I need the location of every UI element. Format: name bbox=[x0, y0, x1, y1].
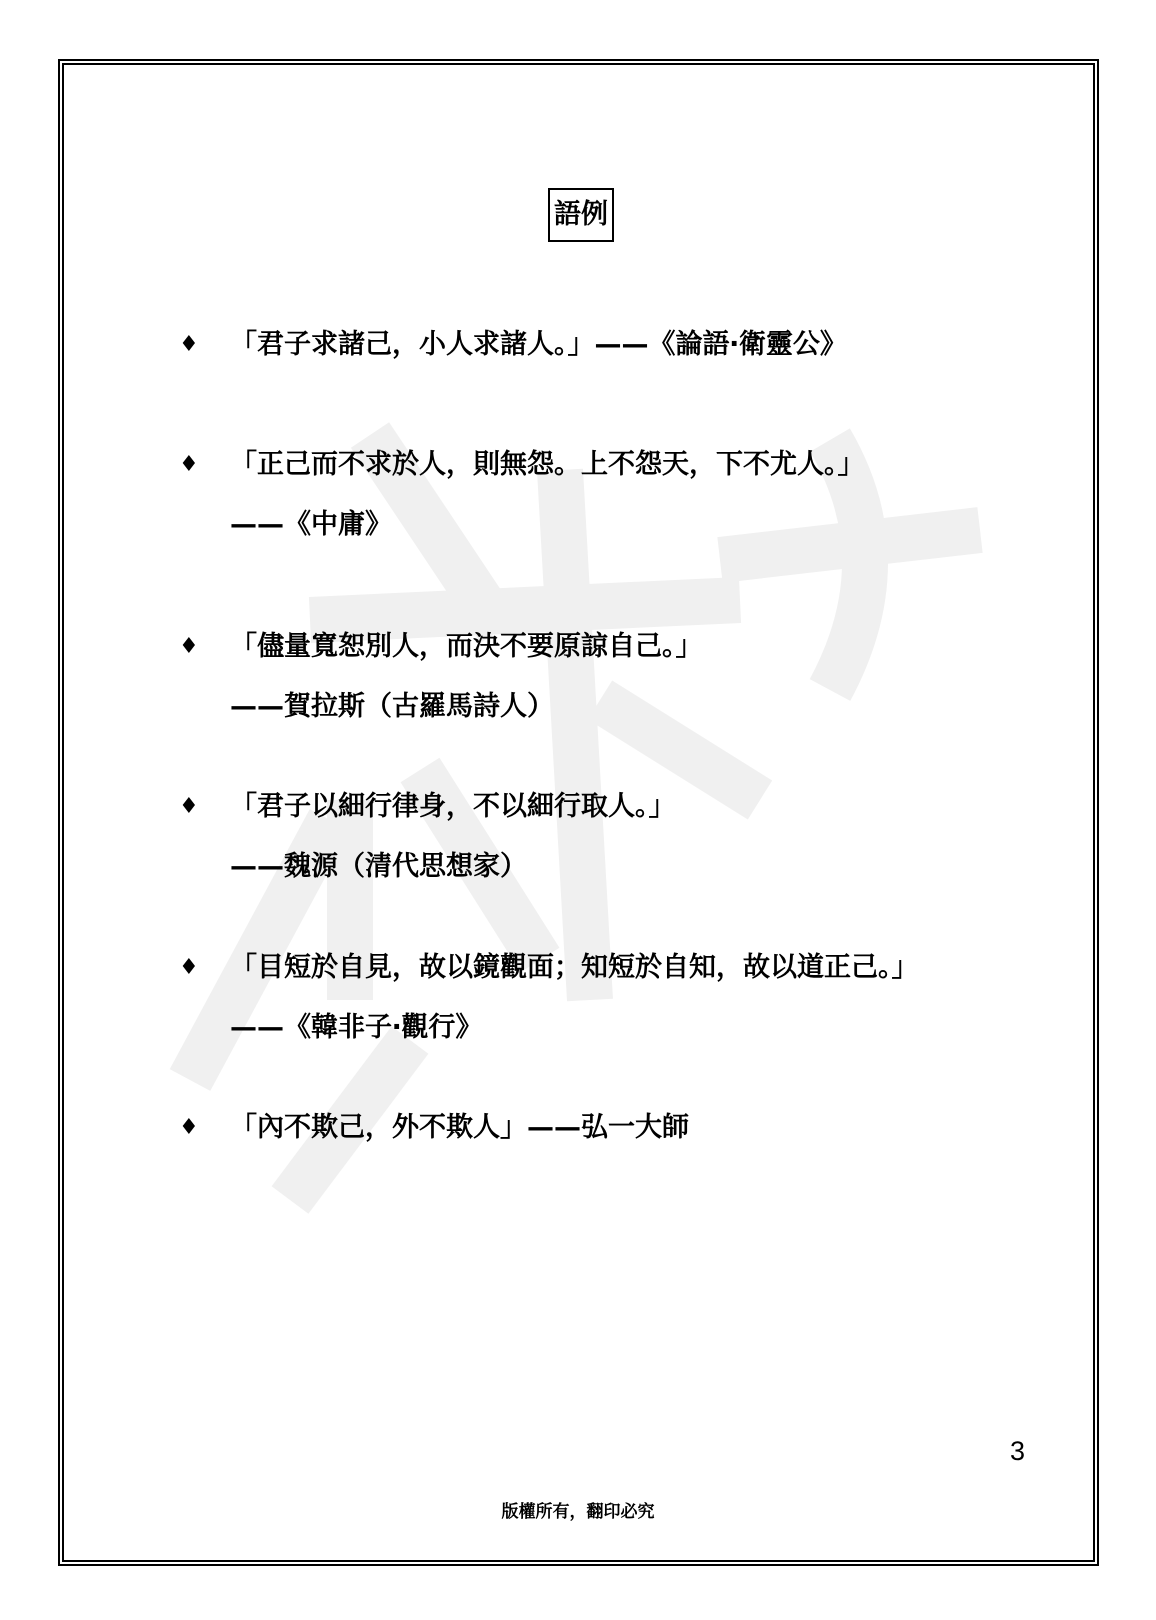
quote-line: 「目短於自見，故以鏡觀面；知短於自知，故以道正己。」 bbox=[230, 952, 919, 983]
quote-source: ——《中庸》 bbox=[230, 509, 392, 540]
diamond-bullet-icon: ♦ bbox=[179, 794, 199, 819]
diamond-bullet-icon: ♦ bbox=[179, 1115, 199, 1140]
diamond-bullet-icon: ♦ bbox=[179, 634, 199, 659]
diamond-bullet-icon: ♦ bbox=[179, 955, 199, 980]
section-title: 語例 bbox=[548, 188, 614, 242]
diamond-bullet-icon: ♦ bbox=[179, 452, 199, 477]
quote-source: ——賀拉斯（古羅馬詩人） bbox=[230, 691, 554, 722]
quote-line: 「內不欺己，外不欺人」——弘一大師 bbox=[230, 1112, 689, 1143]
diamond-bullet-icon: ♦ bbox=[179, 332, 199, 357]
page-number: 3 bbox=[1010, 1436, 1026, 1466]
quote-line: 「正己而不求於人，則無怨。上不怨天，下不尤人。」 bbox=[230, 449, 865, 480]
quote-line: 「儘量寬恕別人，而決不要原諒自己。」 bbox=[230, 631, 703, 662]
quote-source: ——魏源（清代思想家） bbox=[230, 851, 527, 882]
quote-line: 「君子以細行律身，不以細行取人。」 bbox=[230, 791, 676, 822]
copyright-footer: 版權所有，翻印必究 bbox=[501, 1502, 655, 1522]
quote-line: 「君子求諸己，小人求諸人。」——《論語‧衛靈公》 bbox=[230, 329, 847, 360]
quote-source: ——《韓非子‧觀行》 bbox=[230, 1012, 483, 1043]
